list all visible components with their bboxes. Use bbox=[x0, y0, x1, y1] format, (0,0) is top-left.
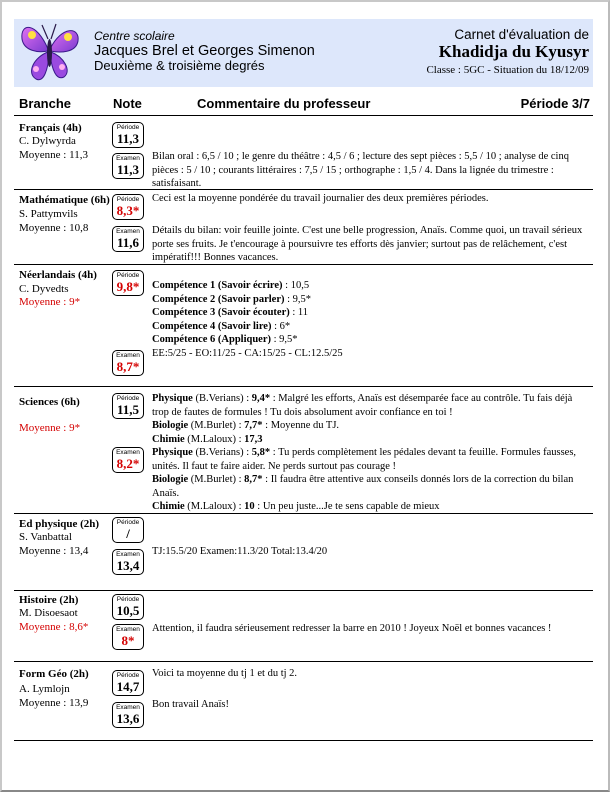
period-label: Période bbox=[116, 196, 140, 203]
exam-note-box bbox=[112, 549, 144, 575]
branch-name: Mathématique (6h) bbox=[19, 194, 110, 206]
period-note-box bbox=[112, 517, 144, 543]
school-degrees: Deuxième & troisième degrés bbox=[94, 58, 265, 73]
school-name: Jacques Brel et Georges Simenon bbox=[94, 43, 315, 59]
period-note: 14,7 bbox=[116, 679, 140, 694]
butterfly-logo-icon bbox=[18, 19, 82, 85]
period-comment: Ceci est la moyenne pondérée du travail journalier des deux premières périodes. bbox=[152, 193, 489, 204]
competence-line: Compétence 1 (Savoir écrire) : 10,5 bbox=[152, 280, 310, 291]
sciences-comments bbox=[152, 392, 588, 514]
exam-comment: Bilan oral : 6,5 / 10 ; le genre du théâtre : 4,5 / 6 ; lecture des sept pièces : 5,5 / 10 ; analyse de cinq pièces : 5 / 10 ; courants littéraires : 7,5 / 15 ; orthographe : 1,5 / 4. Dans la lignée du trimestre : satisfaisant. bbox=[152, 151, 569, 189]
period-label: Période bbox=[116, 672, 140, 679]
row-divider bbox=[14, 661, 593, 662]
physique-exam-comment: Physique (B.Verians) : 5,8* : Tu perds complètement les pédales devant ta feuille. Formules fausses, unités. Il faut te faire aider. Ne perds surtout pas courage ! bbox=[152, 447, 577, 472]
exam-label: Examen bbox=[116, 551, 140, 558]
period-note-box bbox=[112, 670, 144, 696]
competence-line: Compétence 4 (Savoir lire) : 6* bbox=[152, 320, 291, 332]
exam-note: 8,7* bbox=[116, 359, 140, 374]
exam-label: Examen bbox=[116, 228, 140, 235]
exam-note-box bbox=[112, 226, 144, 252]
teacher-name: A. Lymlojn bbox=[19, 683, 70, 695]
period-comment: Voici ta moyenne du tj 1 et du tj 2. bbox=[152, 668, 298, 679]
period-label: Période bbox=[116, 124, 140, 131]
exam-note-box bbox=[112, 350, 144, 376]
row-divider bbox=[14, 189, 593, 190]
period-note-box bbox=[112, 194, 144, 220]
period-label: Période bbox=[116, 395, 140, 402]
row-divider bbox=[14, 264, 593, 265]
exam-note: 8* bbox=[121, 633, 135, 648]
exam-note-box bbox=[112, 624, 144, 650]
exam-label: Examen bbox=[116, 704, 140, 711]
branch-name: Sciences (6h) bbox=[19, 396, 80, 408]
branch-name: Français (4h) bbox=[19, 122, 82, 134]
teacher-name: S. Pattymvils bbox=[19, 208, 78, 220]
biologie-period-comment: Biologie (M.Burlet) : 7,7* : Moyenne du TJ. bbox=[152, 420, 340, 431]
exam-note: 13,6 bbox=[116, 711, 140, 726]
exam-comment: TJ:15.5/20 Examen:11.3/20 Total:13.4/20 bbox=[152, 546, 328, 557]
competence-line: Compétence 3 (Savoir écouter) : 11 bbox=[152, 307, 309, 318]
competence-list bbox=[152, 279, 588, 360]
branch-name: Ed physique (2h) bbox=[19, 518, 100, 530]
period-note: 9,8* bbox=[116, 279, 140, 294]
teacher-name: M. Disoesaot bbox=[19, 607, 78, 619]
exam-label: Examen bbox=[116, 626, 140, 633]
column-header-note: Note bbox=[113, 96, 142, 111]
period-label: Période bbox=[116, 596, 140, 603]
exam-comment: Détails du bilan: voir feuille jointe. C'est une belle progression, Anaïs. Comme quoi, un travail sérieux porte ses fruits. Je t'encourage à poursuivre tes efforts dès janvier; surtout pas de relâchement, c'est impératif!!! Bonnes vacances. bbox=[152, 225, 583, 263]
exam-label: Examen bbox=[116, 155, 140, 162]
period-note-box bbox=[112, 122, 144, 148]
row-divider bbox=[14, 386, 593, 387]
report-header bbox=[14, 19, 593, 87]
row-divider bbox=[14, 590, 593, 591]
column-header-period: Période 3/7 bbox=[520, 96, 590, 111]
competence-line: Compétence 6 (Appliquer) : 9,5* bbox=[152, 334, 298, 345]
exam-note: 11,6 bbox=[116, 235, 140, 250]
chimie-exam-comment: Chimie (M.Laloux) : 10 : Un peu juste...Je te sens capable de mieux bbox=[152, 501, 440, 512]
biologie-exam-comment: Biologie (M.Burlet) : 8,7* : Il faudra être attentive aux conseils donnés lors de la correction du bilan Anaïs. bbox=[152, 474, 574, 499]
physique-period-comment: Physique (B.Verians) : 9,4* : Malgré les efforts, Anaïs est désemparée face au contrôle. Tu fais déjà trop de fautes de formules ! Tu dois absolument avoir confiance en toi ! bbox=[152, 393, 573, 418]
period-note-box bbox=[112, 393, 144, 419]
exam-note: 8,2* bbox=[116, 456, 140, 471]
chimie-period-comment: Chimie (M.Laloux) : 17,3 bbox=[152, 433, 263, 445]
period-note: 11,5 bbox=[116, 402, 140, 417]
exam-note-box bbox=[112, 702, 144, 728]
header-divider bbox=[14, 115, 593, 116]
exam-label: Examen bbox=[116, 449, 140, 456]
exam-note: 13,4 bbox=[116, 558, 140, 573]
competence-summary: EE:5/25 - EO:11/25 - CA:15/25 - CL:12.5/25 bbox=[152, 347, 343, 359]
period-label: Période bbox=[116, 519, 140, 526]
student-name: Khadidja du Kyusyr bbox=[438, 42, 589, 61]
competence-line: Compétence 2 (Savoir parler) : 9,5* bbox=[152, 293, 312, 305]
footer-divider bbox=[14, 740, 593, 741]
teacher-name: S. Vanbattal bbox=[19, 531, 72, 543]
branch-average: Moyenne : 10,8 bbox=[19, 222, 89, 234]
branch-average: Moyenne : 13,9 bbox=[19, 697, 89, 709]
branch-average: Moyenne : 11,3 bbox=[19, 149, 88, 161]
period-note-box bbox=[112, 270, 144, 296]
exam-note: 11,3 bbox=[116, 162, 140, 177]
column-header-branch: Branche bbox=[19, 96, 72, 111]
column-header-comment: Commentaire du professeur bbox=[197, 96, 371, 111]
period-note-box bbox=[112, 594, 144, 620]
branch-average: Moyenne : 9* bbox=[19, 422, 81, 434]
row-divider bbox=[14, 513, 593, 514]
teacher-name: C. Dyvedts bbox=[19, 283, 69, 295]
exam-comment: Attention, il faudra sérieusement redresser la barre en 2010 ! Joyeux Noël et bonnes vacances ! bbox=[152, 623, 552, 634]
branch-name: Histoire (2h) bbox=[19, 594, 79, 606]
period-note: 11,3 bbox=[116, 131, 140, 146]
period-note: 8,3* bbox=[116, 203, 140, 218]
teacher-name: C. Dylwyrda bbox=[19, 135, 76, 147]
branch-average: Moyenne : 9* bbox=[19, 296, 81, 308]
report-title: Carnet d'évaluation de bbox=[454, 27, 589, 42]
branch-average: Moyenne : 8,6* bbox=[19, 621, 89, 633]
exam-comment: Bon travail Anaïs! bbox=[152, 699, 229, 710]
class-info: Classe : 5GC - Situation du 18/12/09 bbox=[426, 64, 589, 76]
branch-name: Néerlandais (4h) bbox=[19, 269, 97, 281]
branch-name: Form Géo (2h) bbox=[19, 668, 89, 680]
exam-note-box bbox=[112, 153, 144, 179]
period-note: 10,5 bbox=[116, 603, 140, 618]
branch-average: Moyenne : 13,4 bbox=[19, 545, 89, 557]
exam-note-box bbox=[112, 447, 144, 473]
period-label: Période bbox=[116, 272, 140, 279]
period-note: / bbox=[126, 526, 130, 541]
exam-label: Examen bbox=[116, 352, 140, 359]
school-label: Centre scolaire bbox=[94, 29, 175, 43]
